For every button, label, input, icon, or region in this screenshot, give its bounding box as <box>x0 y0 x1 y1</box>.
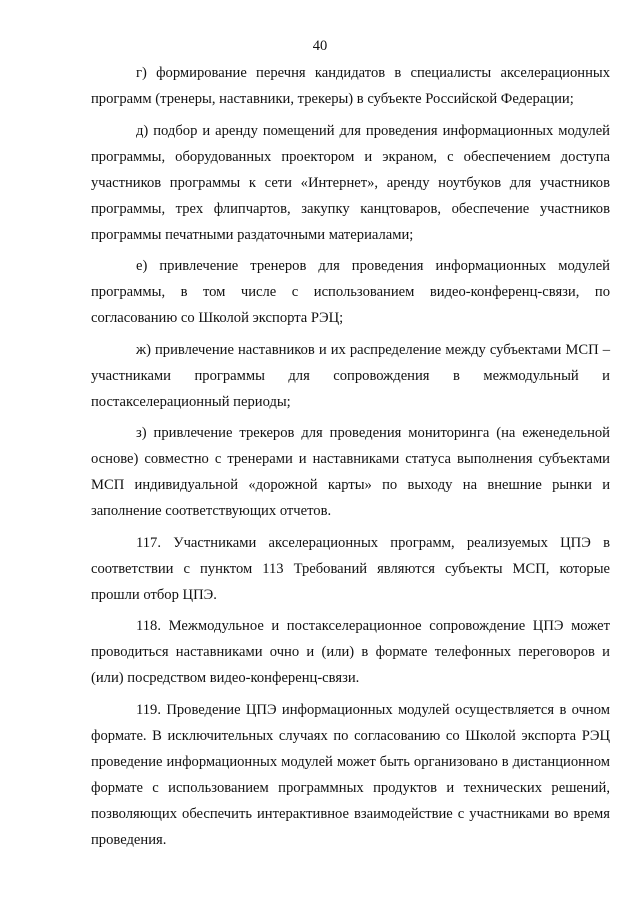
paragraph-zh: ж) привлечение наставников и их распределение между субъектами МСП – участниками программы для сопровождения в межмодульный и постакселерационный периоды; <box>91 341 610 410</box>
paragraph-118: 118. Межмодульное и постакселерационное сопровождение ЦПЭ может проводиться наставниками очно и (или) в формате телефонных переговоров и (или) посредством видео-конференц-связи. <box>91 618 610 686</box>
paragraph-d: д) подбор и аренду помещений для проведения информационных модулей программы, оборудованных проектором и экраном, с обеспечением доступа участников программы к сети «Интернет», аренду ноутбуков для участников программы, трех флипчартов, закупку канцтоваров, обеспечение участников программы печатными раздаточными материалами; <box>91 122 610 243</box>
document-body <box>91 60 610 858</box>
paragraph-119: 119. Проведение ЦПЭ информационных модулей осуществляется в очном формате. В исключительных случаях по согласованию со Школой экспорта РЭЦ проведение информационных модулей может быть организовано в дистанционном формате с использованием программных продуктов и технических решений, позволяющих обеспечить интерактивное взаимодействие с участниками во время проведения. <box>91 701 610 848</box>
paragraph-117: 117. Участниками акселерационных программ, реализуемых ЦПЭ в соответствии с пунктом 113 Требований являются субъекты МСП, которые прошли отбор ЦПЭ. <box>91 534 610 603</box>
paragraph-e: е) привлечение тренеров для проведения информационных модулей программы, в том числе с использованием видео-конференц-связи, по согласованию со Школой экспорта РЭЦ; <box>91 258 610 326</box>
paragraph-g: г) формирование перечня кандидатов в специалисты акселерационных программ (тренеры, наставники, трекеры) в субъекте Российской Федерации; <box>91 65 610 107</box>
page-number: 40 <box>312 38 328 54</box>
paragraph-z: з) привлечение трекеров для проведения мониторинга (на еженедельной основе) совместно с тренерами и наставниками статуса выполнения субъектами МСП индивидуальной «дорожной карты» по выходу на внешние рынки и заполнение соответствующих отчетов. <box>91 425 610 519</box>
